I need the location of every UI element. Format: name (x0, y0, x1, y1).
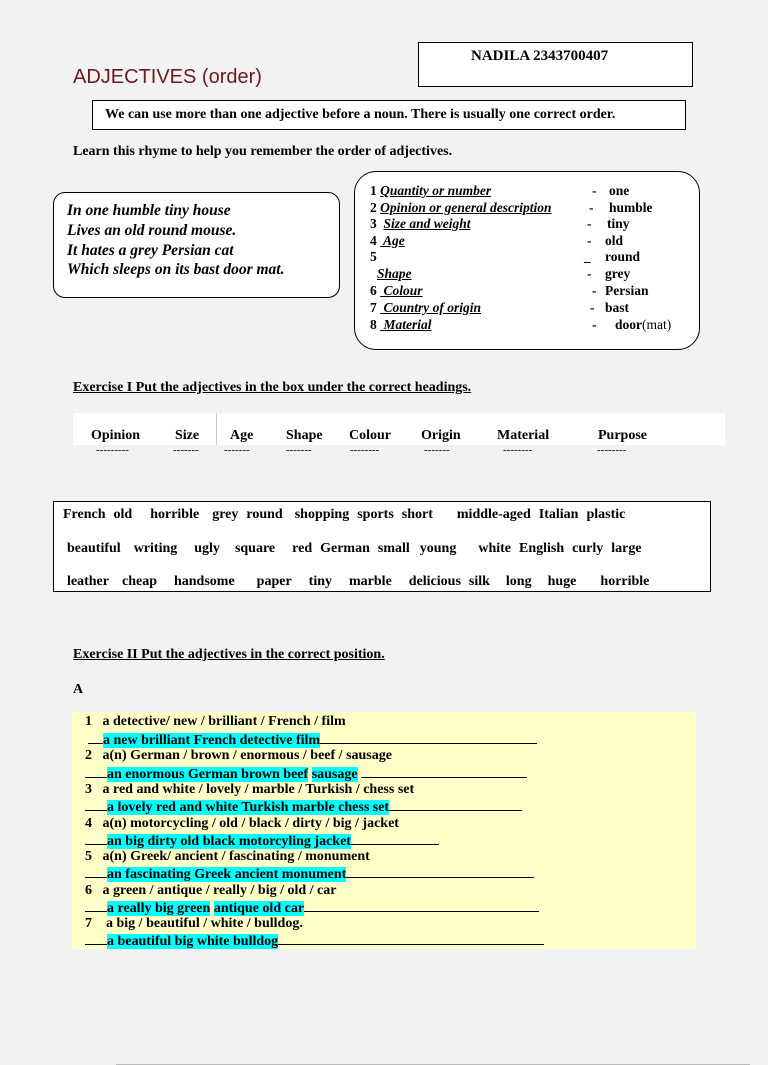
heading-age: Age (230, 428, 254, 443)
rhyme-box (53, 192, 340, 298)
exercise-answer[interactable]: a new brilliant French detective film (88, 731, 537, 749)
exercise-answer[interactable]: an fascinating Greek ancient monument (85, 865, 534, 883)
word-item: ugly (194, 541, 220, 556)
heading-material: Material (497, 428, 550, 443)
word-item: plastic (586, 507, 626, 522)
order-example: round (605, 249, 641, 264)
word-item: beautiful (67, 541, 121, 556)
exercise-answer[interactable]: a really big green antique old car (85, 899, 539, 917)
heading-dashes: ------- (173, 444, 199, 456)
intro-text: We can use more than one adjective before a noun. There is usually one correct order. (105, 107, 616, 122)
order-item: 2 Opinion or general description (370, 200, 552, 215)
order-item: 7 Country of origin (370, 300, 482, 315)
page-title: ADJECTIVES (order) (73, 66, 262, 88)
word-item: writing (133, 541, 178, 556)
section-label: A (73, 682, 84, 697)
exercise-prompt: 5 a(n) Greek/ ancient / fascinating / monument (85, 849, 370, 864)
rhyme-line: Lives an old round mouse. (67, 222, 237, 239)
name-id-text: NADILA 2343700407 (471, 48, 609, 64)
word-item: long (505, 574, 532, 589)
heading-dashes: -------- (350, 444, 380, 456)
name-id-box (418, 42, 693, 87)
word-item: horrible (600, 574, 650, 589)
heading-opinion: Opinion (91, 428, 141, 443)
order-dash: - (587, 233, 592, 248)
order-item: 1 Quantity or number (370, 183, 492, 198)
word-row (63, 507, 625, 523)
heading-shape: Shape (286, 428, 323, 443)
order-box (354, 171, 700, 350)
exercise-answer[interactable]: an enormous German brown beef sausage (85, 765, 527, 783)
word-item: red (292, 541, 313, 556)
heading-purpose: Purpose (598, 428, 647, 443)
heading-origin: Origin (421, 428, 461, 443)
exercise-prompt: 4 a(n) motorcycling / old / black / dirty / big / jacket (85, 816, 399, 831)
word-item: leather (67, 574, 109, 589)
order-dash: _ (584, 249, 591, 264)
order-item: 3 Size and weight (370, 216, 471, 231)
word-item: marble (349, 574, 392, 589)
exercise-prompt: 7 a big / beautiful / white / bulldog. (85, 916, 303, 931)
word-item: cheap (121, 574, 157, 589)
word-item: large (611, 541, 642, 556)
heading-colour: Colour (349, 428, 391, 443)
word-item: horrible (150, 507, 200, 522)
word-row (67, 574, 649, 590)
order-example: humble (609, 200, 653, 215)
word-item: small (377, 541, 410, 556)
word-item: curly (572, 541, 604, 556)
heading-dashes: ------- (224, 444, 250, 456)
word-item: Italian (538, 507, 579, 522)
word-item: French (63, 507, 106, 522)
word-item: huge (547, 574, 577, 589)
exercise-answer[interactable]: an big dirty old black motorcyling jacket (85, 832, 439, 850)
heading-dashes: -------- (503, 444, 533, 456)
word-item: old (113, 507, 133, 522)
order-dash: - (592, 317, 597, 332)
order-dash: - (592, 183, 597, 198)
exercise-2-title: Exercise II Put the adjectives in the correct position. (73, 647, 385, 662)
word-item: round (246, 507, 283, 522)
word-item: paper (256, 574, 292, 589)
heading-dashes: -------- (597, 444, 627, 456)
order-item-label: Shape (377, 266, 412, 281)
rhyme-line: It hates a grey Persian cat (67, 242, 234, 259)
order-dash: - (592, 283, 597, 298)
order-item: 4 Age (370, 233, 405, 248)
word-item: square (234, 541, 276, 556)
order-item-number: 5 (370, 249, 377, 264)
exercise-answer[interactable]: a beautiful big white bulldog (85, 932, 544, 950)
order-dash: - (590, 300, 595, 315)
heading-dashes: --------- (96, 444, 129, 456)
heading-size: Size (175, 428, 200, 443)
heading-dashes: ------- (286, 444, 312, 456)
exercise-prompt: 2 a(n) German / brown / enormous / beef / sausage (85, 748, 392, 763)
word-item: young (419, 541, 457, 556)
order-item: 6 Colour (370, 283, 423, 298)
order-example: bast (605, 300, 630, 315)
order-example: tiny (607, 216, 630, 231)
heading-dashes: ------- (424, 444, 450, 456)
heading-divider (216, 413, 217, 445)
word-item: shopping (294, 507, 350, 522)
exercise-prompt: 1 a detective/ new / brilliant / French / film (85, 714, 346, 729)
order-dash: - (587, 266, 592, 281)
word-item: German (320, 541, 370, 556)
rhyme-line: Which sleeps on its bast door mat. (67, 261, 285, 278)
word-item: short (401, 507, 433, 522)
word-item: white (478, 541, 512, 556)
exercise-1-title: Exercise I Put the adjectives in the box under the correct headings. (73, 380, 472, 395)
order-item: 8 Material (370, 317, 432, 332)
word-item: middle-aged (456, 507, 531, 522)
order-dash: - (587, 216, 592, 231)
exercise-prompt: 3 a red and white / lovely / marble / Turkish / chess set (85, 782, 415, 797)
order-example: grey (605, 266, 631, 281)
word-item: delicious (408, 574, 461, 589)
learn-instruction: Learn this rhyme to help you remember the order of adjectives. (73, 144, 453, 159)
word-item: sports (357, 507, 394, 522)
word-item: silk (468, 574, 490, 589)
word-box (53, 501, 711, 592)
word-item: handsome (173, 574, 235, 589)
rhyme-line: In one humble tiny house (67, 202, 231, 219)
order-dash: - (589, 200, 594, 215)
order-example: old (605, 233, 624, 248)
intro-box (92, 100, 686, 130)
exercise-prompt: 6 a green / antique / really / big / old / car (85, 883, 337, 898)
word-item: English (519, 541, 565, 556)
word-item: tiny (308, 574, 333, 589)
order-example: one (609, 183, 630, 198)
word-item: grey (212, 507, 239, 522)
word-row (67, 541, 642, 557)
exercise-answer[interactable]: a lovely red and white Turkish marble chess set (85, 798, 522, 816)
order-example: door(mat) (615, 317, 672, 332)
order-example: Persian (605, 283, 649, 298)
